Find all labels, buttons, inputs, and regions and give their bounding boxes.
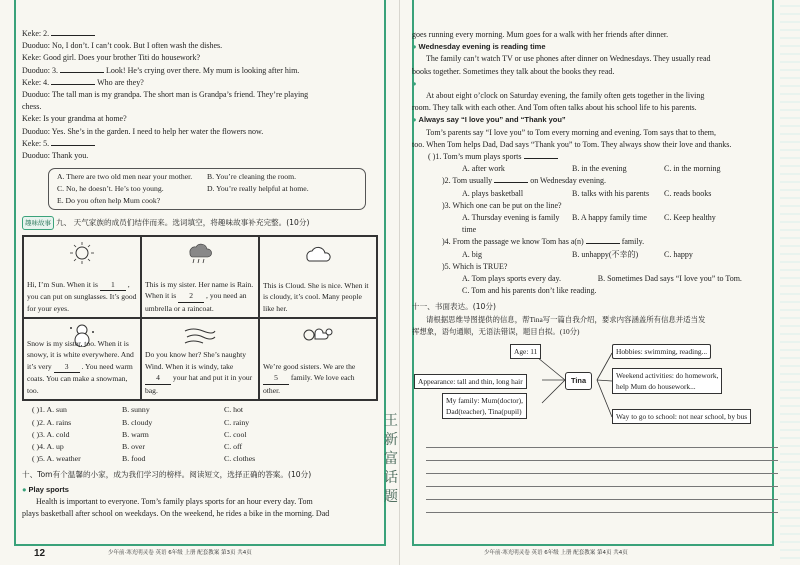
dialogue [22,28,384,162]
mm-school: Way to go to school: not near school, by bus [612,409,751,424]
answer-blank[interactable] [51,77,95,85]
option-choice[interactable]: B. A happy family time [572,213,647,223]
left-footer: 少年前·寒光明灵卷 英语 6年级 上册 配套教案 第3页 共4页 [108,550,252,556]
dialogue-line: Duoduo: Thank you. [22,151,89,161]
numbered-blank[interactable]: 2 [178,290,204,303]
page-number: 12 [34,548,46,559]
instructions-1: 请根据思维导图提供的信息，帮Tina写一篇自我介绍，要求内容涵盖所有信息并适当发 [426,314,706,324]
dialogue-line: chess. [22,102,42,112]
writing-area[interactable] [412,435,782,513]
question: ( )1. Tom’s mum plays sports [428,151,782,163]
mm-weekend: Weekend activities: do homework, help Mum do housework... [612,368,722,394]
story-cell: This is Cloud. She is nice. When it is cloudy, it’s cool. Many people like her. [259,236,377,318]
question-options [462,212,782,236]
question-options [462,249,782,261]
option-choice[interactable]: A. Thursday evening is family time [462,213,560,235]
section-9-title [22,216,384,230]
dialogue-line: Duoduo: The tall man is my grandpa. The short man is Grandpa’s friend. They’re playing [22,90,309,100]
saturday-para-2: room. They talk with each other. And Tom often talks about his school life to his parents. [412,103,697,113]
love-para-2: too. When Tom helps Dad, Dad says “Thank you” to Tom. They always show their love and thanks. [412,139,732,149]
option-choice[interactable]: A. big [462,249,482,259]
section-11-title: 十一、书面表达。(10分) [412,302,496,312]
wednesday-para-2: books together. Sometimes they talk about the books they read. [412,66,615,76]
question-options [462,273,782,285]
para-continued: goes running every morning. Mum goes for a walk with her friends after dinner. [412,30,669,39]
option-choice[interactable]: C. Keep healthy [664,213,716,223]
sun-icon [65,241,99,265]
story-tag: 趣味故事 [22,216,54,230]
weather-story-grid [22,235,378,401]
right-page [400,0,800,565]
option-choice[interactable]: B. in the evening [572,164,627,174]
answer-row: ( )1. A. sun B. sunny C. hot [32,405,244,415]
wednesday-para-1: The family can’t watch TV or use phones after dinner on Wednesdays. They usually read [426,54,711,64]
option-d: D. You’re really helpful at home. [207,184,309,194]
mm-hobbies: Hobbies: swimming, reading... [612,344,711,359]
mm-age: Age: 11 [510,344,541,359]
option-choice[interactable]: B. talks with his parents [572,188,650,198]
rain-cloud-icon [183,241,217,265]
reading-questions [428,151,782,297]
dialogue-line: Keke: Is your grandma at home? [22,114,127,124]
answer-row: ( )5. A. weather B. food C. clothes [32,454,256,464]
option-choice[interactable]: B. Sometimes Dad says “I love you” to Tom. [597,274,742,284]
dialogue-line: Duoduo: 3. Look! He’s crying over there. My mum is looking after him. [22,65,300,75]
dialogue-line: Duoduo: Yes. She’s in the garden. I need to help her water the flowers now. [22,126,264,136]
mind-map [412,341,782,429]
side-title: 王新富话题 [384,413,398,505]
answer-blank[interactable] [51,138,95,146]
family-icon [301,323,335,347]
question: )3. Which one can be put on the line? [442,200,562,210]
answer-row: ( )3. A. cold B. warm C. cool [32,429,247,439]
option-choice[interactable]: C. happy [664,249,693,259]
answer-blank[interactable] [60,65,104,73]
mm-center-tina: Tina [565,372,592,390]
left-content [22,28,384,520]
right-footer: 少年前·寒光明灵卷 英语 6年级 上册 配套教案 第4页 共4页 [484,550,628,556]
blank-heading: ● [412,78,417,88]
option-choice[interactable]: A. Tom plays sports every day. [462,274,561,284]
dialogue-line: Keke: Good girl. Does your brother Titi do housework? [22,53,201,63]
question-options [462,188,782,200]
answer-blank[interactable] [494,175,528,183]
option-choice[interactable]: C. Tom and his parents don’t like reading. [462,286,597,296]
numbered-blank[interactable]: 5 [263,372,289,385]
story-cell: Snow is my sister, too. When it is snowy, it is white everywhere. And it’s very 3 . You need warm coats. You can make a snowman, too. [23,318,141,400]
dialogue-line: Keke: 4. Who are they? [22,77,144,87]
section-10-title: 十、Tom有个温馨的小家，成为我们学习的榜样。阅读短文，选择正确的答案。(10分) [22,470,312,480]
dialogue-line: Duoduo: No, I don’t. I can’t cook. But I often wash the dishes. [22,41,223,51]
question: )2. Tom usually on Wednesday evening. [442,176,607,186]
numbered-blank[interactable]: 3 [54,361,80,374]
numbered-blank[interactable]: 1 [100,279,126,292]
right-edge-decoration [780,0,800,565]
dialogue-line: Keke: 2. [22,28,384,40]
wind-icon [183,323,217,347]
answer-row: ( )4. A. up B. over C. off [32,442,243,452]
option-choice[interactable]: A. plays basketball [462,188,524,198]
dialogue-line: Keke: 5. [22,138,384,150]
question-options [462,285,782,297]
play-sports-para-2: plays basketball after school on weekdays. On the weekend, he rides a bike in the morning. Dad [22,509,330,519]
option-e: E. Do you often help Mum cook? [57,196,161,206]
saturday-para-1: At about eight o’clock on Saturday evening, the family often gets together in the living [426,91,705,101]
story-cell: We’re good sisters. We are the 5 family. We love each other. [259,318,377,400]
cloud-icon [301,241,335,265]
love-para-1: Tom’s parents say “I love you” to Tom every morning and evening. Tom says that to them, [426,127,716,137]
wednesday-title: ● Wednesday evening is reading time [412,42,546,52]
option-a: A. There are two old men near your mother. [57,172,193,182]
question-options [462,163,782,175]
option-choice[interactable]: B. unhappy(不幸的) [572,249,639,259]
play-sports-para: Health is important to everyone. Tom’s family plays sports for an hour every day. Tom [36,496,313,506]
option-c: C. No, he doesn’t. He’s too young. [57,184,164,194]
options-box [48,168,366,210]
instructions-2: 挥想象，语句通顺，无语法错误，题目自拟。(10分) [412,326,580,336]
story-cell: Do you know her? She’s naughty Wind. When it is windy, take 4 your hat and put it in your bag. [141,318,259,400]
answer-row: ( )2. A. rains B. cloudy C. rainy [32,417,250,427]
answer-options [22,404,384,465]
question: )4. From the passage we know Tom has a(n) family. [442,237,645,247]
option-choice[interactable]: C. in the morning [664,164,721,174]
right-content [412,29,782,513]
answer-blank[interactable] [524,151,558,159]
answer-blank[interactable] [586,236,620,244]
option-b: B. You’re cleaning the room. [207,172,297,182]
mm-appearance: Appearance: tall and thin, long hair [414,374,527,389]
answer-blank[interactable] [51,28,95,36]
story-cell: This is my sister. Her name is Rain. When it is 2 , you need an umbrella or a raincoat. [141,236,259,318]
numbered-blank[interactable]: 4 [145,372,171,385]
love-title: ● Always say “I love you” and “Thank you” [412,115,566,125]
question: )5. Which is TRUE? [442,261,508,271]
mm-family: My family: Mum(doctor), Dad(teacher), Tina(pupil) [442,393,527,419]
section-9-text: 九、 天气家族的成员们结伴而来。选词填空，将趣味故事补充完整。(10分) [56,218,310,228]
story-cell: Hi, I’m Sun. When it is 1 , you can put on sunglasses. It’s good for your eyes. [23,236,141,318]
play-sports-title: ● Play sports [22,484,69,494]
option-choice[interactable]: C. reads books [664,188,712,198]
option-choice[interactable]: A. after work [462,164,505,174]
